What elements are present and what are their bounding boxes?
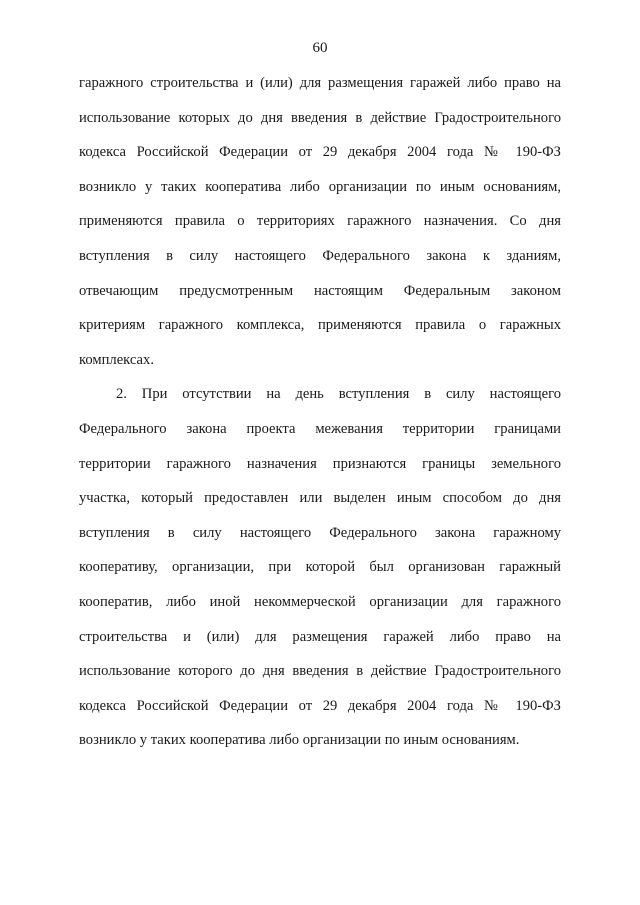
text-line: комплексах.: [79, 351, 154, 368]
text-line: возникло у таких кооператива либо организации по иным основаниям.: [79, 732, 520, 749]
text-line: возникло у таких кооператива либо организации по иным основаниям,: [79, 178, 561, 195]
text-line: участка, который предоставлен или выделен иным способом до дня: [79, 490, 561, 507]
text-line: использование которых до дня введения в действие Градостроительного: [79, 109, 561, 126]
text-line: кодекса Российской Федерации от 29 декабря 2004 года № 190-ФЗ: [79, 697, 561, 714]
page-number: 60: [312, 40, 328, 56]
text-line: строительства и (или) для размещения гаражей либо право на: [79, 628, 561, 645]
text-line: вступления в силу настоящего Федерального закона гаражному: [79, 524, 561, 541]
text-line: вступления в силу настоящего Федерального закона к зданиям,: [79, 247, 561, 264]
text-line: применяются правила о территориях гаражного назначения. Со дня: [79, 213, 561, 230]
text-line: кооперативу, организации, при которой был организован гаражный: [79, 559, 561, 576]
text-line: гаражного строительства и (или) для размещения гаражей либо право на: [79, 75, 561, 91]
text-line: Федерального закона проекта межевания территории границами: [79, 420, 561, 437]
text-line: использование которого до дня введения в действие Градостроительного: [79, 663, 561, 680]
paragraph-start-line: 2. При отсутствии на день вступления в силу настоящего: [116, 386, 561, 403]
text-line: кодекса Российской Федерации от 29 декабря 2004 года № 190-ФЗ: [79, 144, 561, 161]
text-line: отвечающим предусмотренным настоящим Федеральным законом: [79, 282, 561, 299]
text-line: кооператив, либо иной некоммерческой организации для гаражного: [79, 593, 561, 610]
text-line: критериям гаражного комплекса, применяются правила о гаражных: [79, 317, 561, 334]
text-line: территории гаражного назначения признаются границы земельного: [79, 455, 561, 472]
document-body: [79, 66, 561, 758]
